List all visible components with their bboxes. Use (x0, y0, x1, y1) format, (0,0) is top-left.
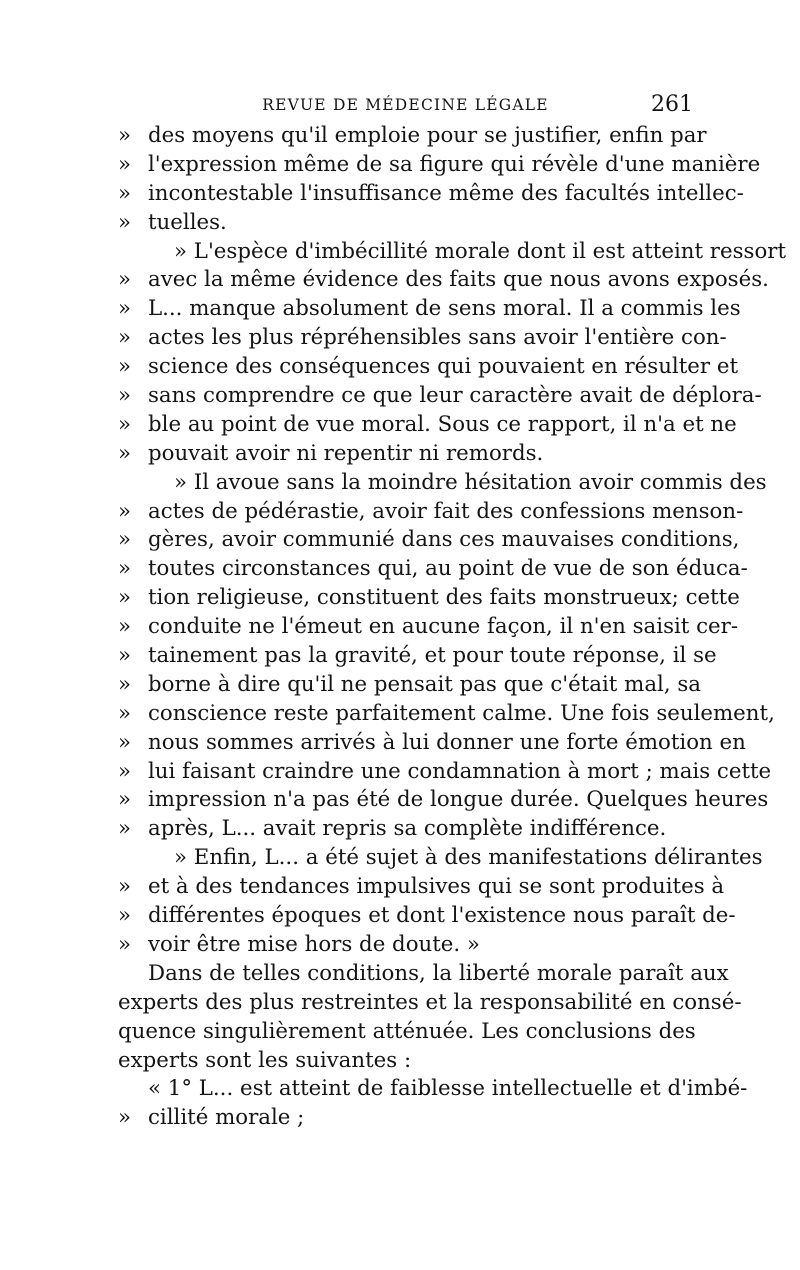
line-text: » Il avoue sans la moindre hésitation avoir commis des (174, 469, 767, 495)
text-line (118, 411, 737, 440)
line-text: « 1° L... est atteint de faiblesse intellectuelle et d'imbé- (148, 1076, 748, 1102)
quote-mark: » (118, 758, 132, 784)
line-text: et à des tendances impulsives qui se sont produites à (148, 874, 725, 900)
quote-mark: » (118, 816, 132, 842)
text-line (118, 498, 744, 527)
text-line (118, 324, 727, 353)
text-line (118, 729, 746, 758)
line-text: actes de pédérastie, avoir fait des confessions menson- (148, 498, 744, 524)
line-text: toutes circonstances qui, au point de vue de son éduca- (148, 556, 748, 582)
line-text: L... manque absolument de sens moral. Il a commis les (148, 296, 741, 322)
text-line (118, 180, 744, 209)
text-line (118, 931, 678, 960)
line-text: tion religieuse, constituent des faits monstrueux; cette (148, 585, 740, 611)
text-line (118, 642, 717, 671)
line-text: quence singulièrement atténuée. Les conclusions des (118, 1018, 696, 1044)
body-text (118, 122, 787, 1133)
line-text: actes les plus répréhensibles sans avoir l'entière con- (148, 325, 727, 351)
line-text: lui faisant craindre une condamnation à mort ; mais cette (148, 758, 772, 784)
text-line (118, 989, 742, 1018)
line-text: tuelles. (148, 209, 227, 235)
quote-mark: » (118, 787, 132, 813)
quote-mark: » (118, 411, 132, 437)
line-text: » Enfin, L... a été sujet à des manifestations délirantes (174, 845, 763, 871)
quote-mark: » (118, 209, 132, 235)
text-line (118, 295, 741, 324)
text-line (118, 902, 736, 931)
quote-mark: » (118, 874, 132, 900)
line-text: sans comprendre ce que leur caractère avait de déplora- (148, 383, 762, 409)
line-text: tainement pas la gravité, et pour toute réponse, il se (148, 643, 717, 669)
quote-mark: » (118, 643, 132, 669)
line-text: nous sommes arrivés à lui donner une forte émotion en (148, 729, 746, 755)
text-line (118, 353, 739, 382)
text-line (118, 613, 739, 642)
quote-mark: » (118, 585, 132, 611)
text-line (118, 700, 775, 729)
line-text: l'expression même de sa figure qui révèle d'une manière (148, 151, 761, 177)
text-line (118, 1047, 678, 1076)
text-line (118, 469, 767, 498)
quote-mark: » (118, 267, 132, 293)
line-text: cillité morale ; (148, 1105, 305, 1131)
quote-mark: » (118, 903, 132, 929)
page-number: 261 (651, 92, 693, 117)
line-text: pouvait avoir ni repentir ni remords. (148, 440, 544, 466)
text-line (118, 584, 740, 613)
quote-mark: » (118, 527, 132, 553)
text-line (118, 151, 761, 180)
page-header (118, 92, 693, 122)
quote-mark: » (118, 498, 132, 524)
text-line (118, 671, 701, 700)
line-text: conduite ne l'émeut en aucune façon, il n'en saisit cer- (148, 614, 739, 640)
line-text: différentes époques et dont l'existence nous paraît de- (148, 903, 736, 929)
text-line (118, 758, 772, 787)
quote-mark: » (118, 325, 132, 351)
text-line (118, 1104, 678, 1133)
quote-mark: » (118, 383, 132, 409)
text-line (118, 122, 707, 151)
text-line (118, 1018, 696, 1047)
quote-mark: » (118, 931, 132, 957)
quote-mark: » (118, 123, 132, 148)
text-line (118, 266, 769, 295)
line-text: impression n'a pas été de longue durée. Quelques heures (148, 787, 769, 813)
running-title: REVUE DE MÉDECINE LÉGALE (262, 96, 549, 114)
line-text: experts des plus restreintes et la responsabilité en consé- (118, 989, 742, 1015)
quote-mark: » (118, 729, 132, 755)
quote-mark: » (118, 440, 132, 466)
text-line (118, 1075, 748, 1104)
line-text: borne à dire qu'il ne pensait pas que c'était mal, sa (148, 671, 701, 697)
line-text: gères, avoir communié dans ces mauvaises conditions, (148, 527, 740, 553)
line-text: après, L... avait repris sa complète indifférence. (148, 816, 667, 842)
quote-mark: » (118, 1105, 132, 1131)
line-text: avec la même évidence des faits que nous avons exposés. (148, 267, 769, 293)
line-text: » L'espèce d'imbécillité morale dont il est atteint ressort (174, 238, 787, 264)
text-line (118, 526, 740, 555)
line-text: science des conséquences qui pouvaient en résulter et (148, 354, 739, 380)
line-text: ble au point de vue moral. Sous ce rapport, il n'a et ne (148, 411, 737, 437)
quote-mark: » (118, 296, 132, 322)
text-line (118, 844, 763, 873)
text-line (118, 555, 748, 584)
quote-mark: » (118, 354, 132, 380)
text-line (118, 382, 762, 411)
line-text: des moyens qu'il emploie pour se justifier, enfin par (148, 123, 707, 148)
quote-mark: » (118, 614, 132, 640)
quote-mark: » (118, 556, 132, 582)
line-text: conscience reste parfaitement calme. Une fois seulement, (148, 700, 775, 726)
text-line (118, 960, 729, 989)
line-text: incontestable l'insuffisance même des facultés intellec- (148, 180, 744, 206)
line-text: experts sont les suivantes : (118, 1047, 412, 1073)
text-line (118, 209, 678, 238)
text-line (118, 238, 787, 267)
quote-mark: » (118, 700, 132, 726)
text-line (118, 873, 725, 902)
text-line (118, 440, 678, 469)
quote-mark: » (118, 671, 132, 697)
text-line (118, 786, 769, 815)
line-text: voir être mise hors de doute. » (148, 931, 480, 957)
quote-mark: » (118, 180, 132, 206)
quote-mark: » (118, 151, 132, 177)
line-text: Dans de telles conditions, la liberté morale paraît aux (148, 960, 729, 986)
text-line (118, 815, 678, 844)
